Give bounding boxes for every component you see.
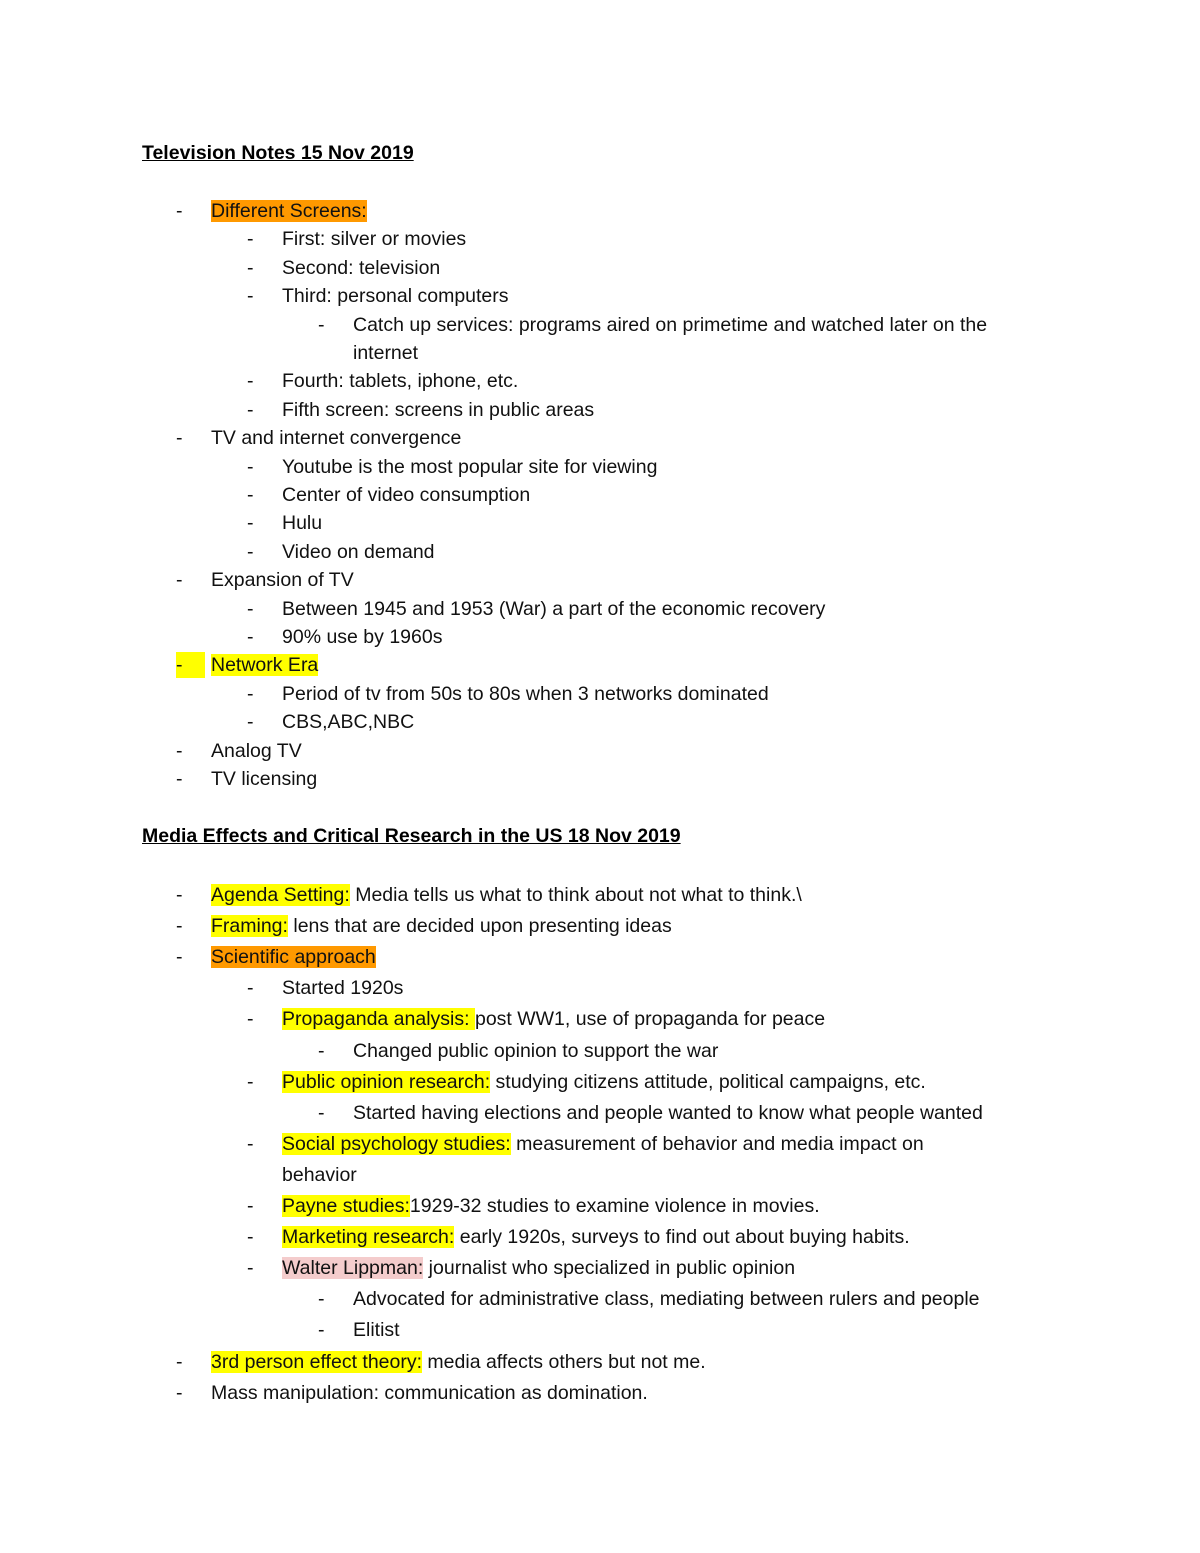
list-item-text xyxy=(353,1317,400,1343)
item-text: media affects others but not me. xyxy=(422,1350,706,1373)
item-text: 1929-32 studies to examine violence in movies. xyxy=(409,1195,820,1217)
list-item-text xyxy=(282,539,435,565)
highlighted-term: Walter Lippman: xyxy=(282,1257,424,1280)
bullet-dash: - xyxy=(176,739,183,762)
list-item-text xyxy=(211,882,802,908)
list-item-text xyxy=(282,681,769,707)
list-item-text xyxy=(282,1255,795,1281)
list-item-text xyxy=(282,482,530,508)
item-text: CBS,ABC,NBC xyxy=(282,711,415,734)
bullet-dash: - xyxy=(247,228,254,251)
bullet-dash: - xyxy=(318,1288,325,1311)
list-item-text xyxy=(211,425,461,451)
list-item-text xyxy=(211,738,302,764)
item-text: Catch up services: programs aired on primetime and watched later on the xyxy=(353,313,988,336)
bullet-dash: - xyxy=(176,1381,183,1404)
bullet-dash: - xyxy=(176,652,205,678)
list-item-text xyxy=(282,368,518,394)
item-text: internet xyxy=(353,342,419,364)
highlighted-term: Public opinion research: xyxy=(282,1070,491,1093)
bullet-dash: - xyxy=(176,427,183,450)
item-text: lens that are decided upon presenting ideas xyxy=(287,915,672,938)
bullet-dash: - xyxy=(247,711,254,734)
highlighted-term: Agenda Setting: xyxy=(211,884,350,906)
item-text: Media tells us what to think about not what to think.\ xyxy=(349,884,802,906)
bullet-dash: - xyxy=(247,285,254,308)
bullet-dash: - xyxy=(247,512,254,535)
highlighted-term: Propaganda analysis: xyxy=(282,1008,475,1031)
item-text: Hulu xyxy=(282,512,323,535)
list-item-text xyxy=(282,709,414,735)
bullet-dash: - xyxy=(176,569,183,592)
list-item-text xyxy=(353,340,418,366)
item-text: measurement of behavior and media impact on xyxy=(510,1132,924,1155)
bullet-dash: - xyxy=(247,455,254,478)
bullet-dash: - xyxy=(176,946,183,969)
list-item-text xyxy=(211,913,672,939)
list-item-text xyxy=(282,1006,825,1032)
bullet-dash: - xyxy=(247,398,254,421)
bullet-dash: - xyxy=(176,768,183,790)
list-item-text xyxy=(211,567,354,593)
highlighted-term: Different Screens: xyxy=(211,200,367,222)
item-text: Second: television xyxy=(282,256,441,279)
bullet-dash: - xyxy=(247,484,254,506)
bullet-dash: - xyxy=(318,1039,325,1062)
list-item-text xyxy=(211,766,317,792)
item-text: Elitist xyxy=(353,1319,400,1342)
bullet-dash: - xyxy=(176,1350,183,1373)
bullet-dash: - xyxy=(247,1008,254,1031)
item-text: Fifth screen: screens in public areas xyxy=(282,398,595,421)
list-item-text xyxy=(282,1224,910,1250)
list-item-text xyxy=(282,1162,357,1188)
highlighted-term: Network Era xyxy=(211,654,319,677)
list-item-text xyxy=(211,1349,706,1375)
item-text: early 1920s, surveys to find out about buying habits. xyxy=(454,1226,910,1249)
bullet-dash: - xyxy=(247,540,254,563)
item-text: 90% use by 1960s xyxy=(282,626,443,648)
item-text: Video on demand xyxy=(282,540,435,563)
item-text: Analog TV xyxy=(211,739,302,762)
bullet-dash: - xyxy=(318,313,325,336)
highlighted-term: Scientific approach xyxy=(211,946,376,969)
bullet-dash: - xyxy=(176,915,183,938)
bullet-dash: - xyxy=(318,1101,325,1124)
list-item-text xyxy=(353,1038,718,1064)
bullet-dash: - xyxy=(247,370,254,393)
list-item-text xyxy=(282,226,466,252)
list-item-text xyxy=(282,283,509,309)
item-text: Advocated for administrative class, mediating between rulers and people xyxy=(353,1288,980,1311)
item-text: TV and internet convergence xyxy=(211,427,462,450)
list-item-text xyxy=(353,1286,980,1312)
item-text: First: silver or movies xyxy=(282,228,467,251)
section-title-media-effects: Media Effects and Critical Research in the US 18 Nov 2019 xyxy=(142,825,681,847)
bullet-dash: - xyxy=(247,1132,254,1155)
highlighted-term: Social psychology studies: xyxy=(282,1132,511,1155)
list-item-text xyxy=(282,397,594,423)
list-item-text xyxy=(282,624,442,650)
bullet-dash: - xyxy=(176,200,183,222)
bullet-dash: - xyxy=(247,1226,254,1249)
item-text: studying citizens attitude, political campaigns, etc. xyxy=(490,1070,926,1093)
list-item-text xyxy=(211,198,367,224)
item-text: Mass manipulation: communication as domination. xyxy=(211,1381,648,1404)
bullet-dash: - xyxy=(247,626,254,648)
bullet-dash: - xyxy=(318,1319,325,1342)
bullet-dash: - xyxy=(176,884,183,906)
bullet-dash: - xyxy=(247,977,254,1000)
list-item-text xyxy=(282,454,657,480)
list-item-text xyxy=(211,944,376,970)
item-text: Period of tv from 50s to 80s when 3 networks dominated xyxy=(282,682,769,705)
highlighted-term: Payne studies: xyxy=(282,1195,410,1217)
bullet-dash: - xyxy=(247,256,254,279)
item-text: Fourth: tablets, iphone, etc. xyxy=(282,370,519,393)
item-text: Expansion of TV xyxy=(211,569,354,592)
list-item-text xyxy=(282,510,322,536)
highlighted-term: Marketing research: xyxy=(282,1226,455,1249)
bullet-dash: - xyxy=(247,682,254,705)
item-text: Third: personal computers xyxy=(282,285,509,308)
list-item-text xyxy=(211,652,318,678)
list-item-text xyxy=(282,1193,820,1219)
item-text: TV licensing xyxy=(211,768,318,790)
item-text: journalist who specialized in public opinion xyxy=(423,1257,796,1280)
item-text: Youtube is the most popular site for viewing xyxy=(282,455,658,478)
list-item-text xyxy=(211,1380,648,1406)
item-text: behavior xyxy=(282,1163,357,1186)
item-text: Center of video consumption xyxy=(282,484,531,506)
item-text: Started having elections and people wanted to know what people wanted xyxy=(353,1101,983,1124)
bullet-dash: - xyxy=(247,1257,254,1280)
item-text: Started 1920s xyxy=(282,977,404,1000)
section-title-television: Television Notes 15 Nov 2019 xyxy=(142,142,414,164)
list-item-text xyxy=(282,596,825,622)
bullet-dash: - xyxy=(247,1070,254,1093)
item-text: Changed public opinion to support the war xyxy=(353,1039,719,1062)
list-item-text xyxy=(282,1131,924,1157)
list-item-text xyxy=(282,255,440,281)
list-item-text xyxy=(282,975,403,1001)
list-item-text xyxy=(353,1100,983,1126)
bullet-dash: - xyxy=(247,597,254,620)
list-item-text xyxy=(353,312,987,338)
item-text: post WW1, use of propaganda for peace xyxy=(474,1008,826,1031)
item-text: Between 1945 and 1953 (War) a part of the economic recovery xyxy=(282,597,826,620)
highlighted-term: Framing: xyxy=(211,915,288,938)
bullet-dash: - xyxy=(247,1195,254,1217)
highlighted-term: 3rd person effect theory: xyxy=(211,1350,423,1373)
list-item-text xyxy=(282,1069,926,1095)
